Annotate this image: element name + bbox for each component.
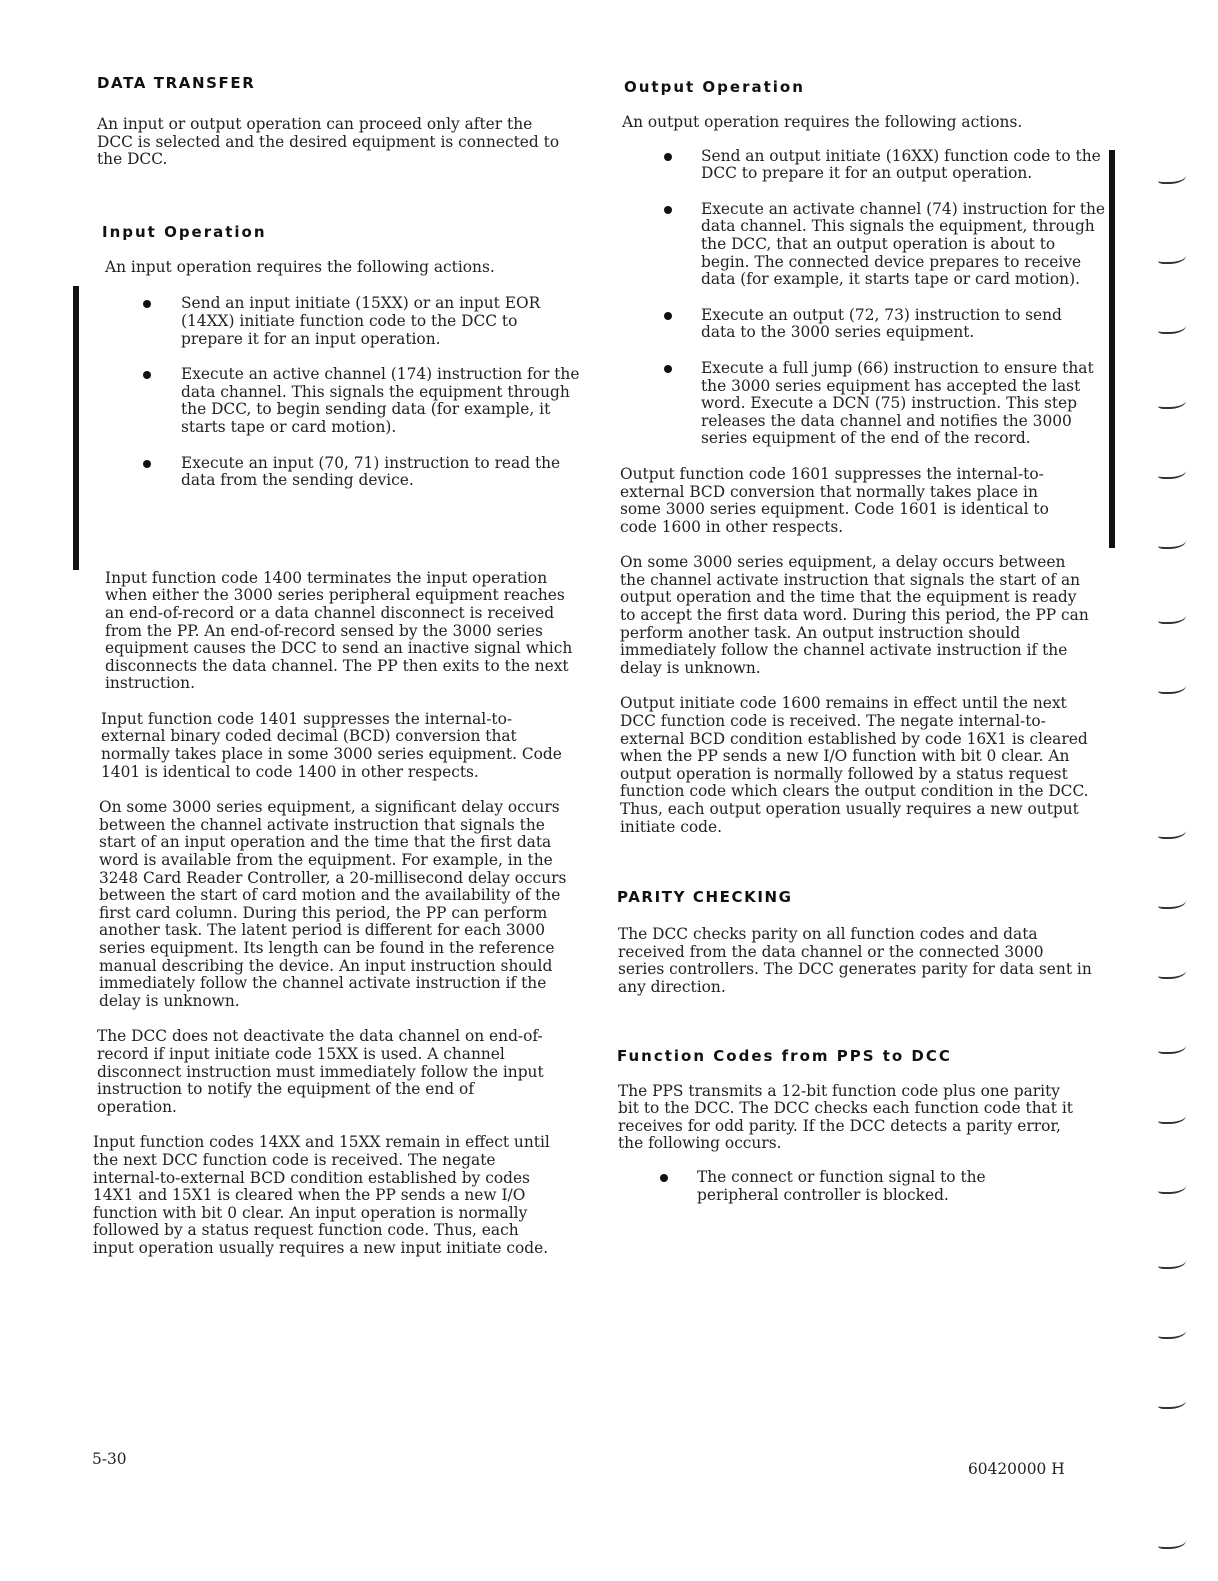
binding-hole-mark xyxy=(1158,680,1186,694)
binding-hole-mark xyxy=(1158,170,1186,184)
binding-hole-mark xyxy=(1158,395,1186,409)
parity-checking-heading: PARITY CHECKING xyxy=(617,888,793,907)
list-item-text: Send an output initiate (16XX) function code to the DCC to prepare it for an output operation. xyxy=(701,146,1101,183)
list-item xyxy=(181,366,589,436)
bullet-icon xyxy=(143,460,151,468)
input-paragraph-2: Input function code 1401 suppresses the internal-to-external binary coded decimal (BCD) conversion that normally takes place in some 3000 series equipment. Code 1401 is identical to code 1400 in other respects. xyxy=(101,709,562,781)
binding-hole-mark xyxy=(1158,1180,1186,1194)
list-item-text: The connect or function signal to the peripheral controller is blocked. xyxy=(697,1167,986,1204)
binding-hole-mark xyxy=(1158,320,1186,334)
output-operation-heading: Output Operation xyxy=(624,78,805,96)
binding-hole-mark xyxy=(1158,825,1186,839)
function-codes-heading: Function Codes from PPS to DCC xyxy=(617,1046,952,1065)
list-item-text: Execute an input (70, 71) instruction to read the data from the sending device. xyxy=(181,453,561,490)
bullet-icon xyxy=(143,371,151,379)
change-bar-left xyxy=(73,286,79,570)
bullet-icon xyxy=(664,206,672,214)
change-bar-right xyxy=(1109,150,1115,548)
binding-hole-mark xyxy=(1158,1255,1186,1269)
output-operation-intro: An output operation requires the following actions. xyxy=(622,113,1023,131)
binding-hole-mark xyxy=(1158,465,1186,479)
binding-hole-mark xyxy=(1158,1395,1186,1409)
page-number: 5-30 xyxy=(92,1450,127,1468)
input-paragraph-5: Input function codes 14XX and 15XX remain in effect until the next DCC function code is received. The negate internal-to-external BCD condition established by codes 14X1 and 15X1 is cleared when the PP sends a new I/O function with bit 0 clear. An input operation is normally followed by a status request function code. Thus, each input operation usually requires a new input initiate code. xyxy=(93,1133,550,1257)
input-operation-heading: Input Operation xyxy=(102,222,267,241)
bullet-icon xyxy=(664,365,672,373)
output-paragraph-3: Output initiate code 1600 remains in effect until the next DCC function code is received. The negate internal-to-external BCD condition established by code 16X1 is cleared when the PP sends a new I/O function with bit 0 clear. An output operation is normally followed by a status request function code which clears the output condition in the DCC. Thus, each output operation usually requires a new output initiate code. xyxy=(620,694,1089,836)
bullet-icon xyxy=(143,300,151,308)
list-item xyxy=(181,295,571,348)
list-item xyxy=(701,360,1107,448)
list-item-text: Execute an active channel (174) instruction for the data channel. This signals the equipment through the DCC, to begin sending data (for example, it starts tape or card motion). xyxy=(181,365,580,436)
bullet-icon xyxy=(660,1174,668,1182)
bullet-icon xyxy=(664,153,672,161)
data-transfer-heading: DATA TRANSFER xyxy=(97,74,256,92)
parity-checking-text: The DCC checks parity on all function codes and data received from the data channel or the connected 3000 series controllers. The DCC generates parity for data sent in any direction. xyxy=(618,925,1092,996)
input-paragraph-4: The DCC does not deactivate the data channel on end-of-record if input initiate code 15XX is used. A channel disconnect instruction must immediately follow the input instruction to notify the equipment of the end of operation. xyxy=(97,1027,544,1116)
input-paragraph-1: Input function code 1400 terminates the input operation when either the 3000 series peripheral equipment reaches an end-of-record or a data channel disconnect is received from the PP. An end-of-record sensed by the 3000 series equipment causes the DCC to send an inactive signal which disconnects the data channel. The PP then exits to the next instruction. xyxy=(105,568,573,693)
binding-hole-mark xyxy=(1158,1110,1186,1124)
binding-hole-mark xyxy=(1158,250,1186,264)
binding-hole-mark xyxy=(1158,895,1186,909)
list-item-text: Send an input initiate (15XX) or an input EOR (14XX) initiate function code to the DCC to prepare it for an input operation. xyxy=(181,294,541,348)
left-column xyxy=(93,74,587,1258)
right-column xyxy=(615,78,1105,1204)
parity-error-steps xyxy=(615,1169,1105,1204)
list-item xyxy=(697,1169,1057,1204)
list-item xyxy=(701,201,1107,289)
bullet-icon xyxy=(664,312,672,320)
binding-hole-mark xyxy=(1158,610,1186,624)
output-operation-steps xyxy=(615,148,1105,448)
input-paragraph-3: On some 3000 series equipment, a significant delay occurs between the channel activate instruction that signals the start of an input operation and the time that the first data word is available from the equipment. For example, in the 3248 Card Reader Controller, a 20-millisecond delay occurs between the start of card motion and the availability of the first card column. During this period, the PP can perform another task. The latent period is different for each 3000 series equipment. Its length can be found in the reference manual describing the device. An input instruction should immediately follow the channel activate instruction if the delay is unknown. xyxy=(99,798,567,1010)
binding-hole-mark xyxy=(1158,1535,1186,1549)
list-item-text: Execute an output (72, 73) instruction to send data to the 3000 series equipment. xyxy=(701,305,1062,342)
binding-hole-mark xyxy=(1158,535,1186,549)
input-operation-intro: An input operation requires the following actions. xyxy=(105,257,495,276)
input-operation-steps xyxy=(97,295,587,489)
binding-hole-mark xyxy=(1158,965,1186,979)
function-codes-text: The PPS transmits a 12-bit function code plus one parity bit to the DCC. The DCC checks each function code that it receives for odd parity. If the DCC detects a parity error, the following occurs. xyxy=(618,1081,1073,1153)
output-paragraph-2: On some 3000 series equipment, a delay occurs between the channel activate instruction that signals the start of an output operation and the time that the equipment is ready to accept the first data word. During this period, the PP can perform another task. An output instruction should immediately follow the channel activate instruction if the delay is unknown. xyxy=(620,553,1089,677)
binding-hole-mark xyxy=(1158,1040,1186,1054)
data-transfer-intro: An input or output operation can proceed only after the DCC is selected and the desired equipment is connected to the DCC. xyxy=(97,115,560,169)
output-paragraph-1: Output function code 1601 suppresses the internal-to-external BCD conversion that normally takes place in some 3000 series equipment. Code 1601 is identical to code 1600 in other respects. xyxy=(620,464,1049,536)
list-item xyxy=(701,148,1101,183)
list-item-text: Execute a full jump (66) instruction to ensure that the 3000 series equipment has accepted the last word. Execute a DCN (75) instruction. This step releases the data channel and notifies the 3000 series equipment of the end of the record. xyxy=(701,358,1094,448)
list-item xyxy=(181,455,581,490)
list-item-text: Execute an activate channel (74) instruction for the data channel. This signals the equipment, through the DCC, that an output operation is about to begin. The connected device prepares to receive data (for example, it starts tape or card motion). xyxy=(701,199,1106,289)
binding-hole-mark xyxy=(1158,1325,1186,1339)
list-item xyxy=(701,307,1081,342)
document-number: 60420000 H xyxy=(968,1460,1065,1478)
